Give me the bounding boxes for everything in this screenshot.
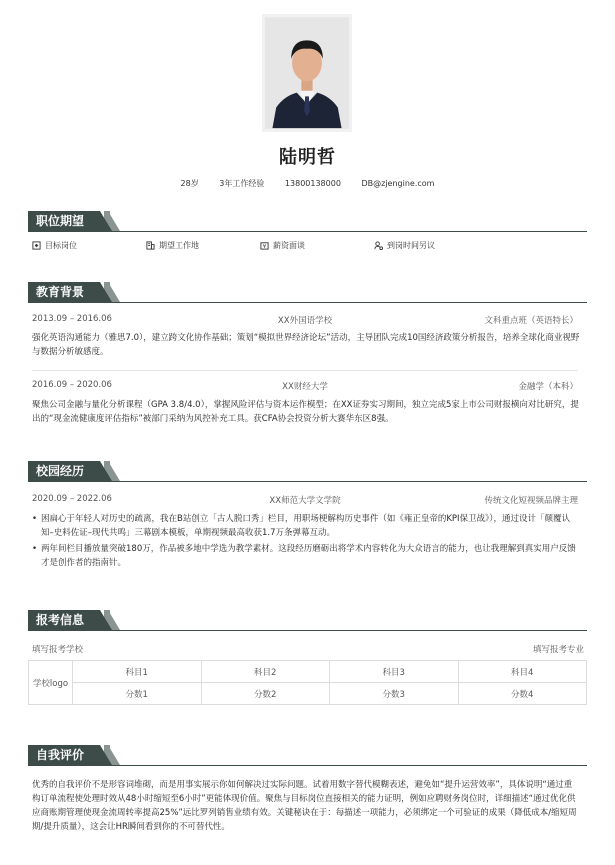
section-title: 职位期望 xyxy=(28,211,100,231)
section-self-header xyxy=(28,746,587,766)
table-row xyxy=(29,661,587,683)
intent-salary: ¥ 薪资面谈 xyxy=(260,240,305,251)
subject-cell: 科目4 xyxy=(458,661,587,683)
education-entry-2-header xyxy=(32,380,578,392)
section-title: 教育背景 xyxy=(28,282,100,302)
person-clock-icon xyxy=(374,241,383,250)
candidate-name: 陆明哲 xyxy=(279,147,336,168)
score-cell: 分数4 xyxy=(458,683,587,705)
building-icon xyxy=(146,241,155,250)
age: 28岁 xyxy=(180,179,199,188)
education-entry-2-desc: 聚焦公司金融与量化分析课程（GPA 3.8/4.0），掌握风险评估与资本运作模型；在XX证券实习期间，独立完成5家上市公司财报横向对比研究，提出的“现金流健康度评估指标”被部门采纳为风控补充工具。获CFA协会投资分析大赛华东区8强。 xyxy=(32,400,579,424)
intent-availability: 到岗时间另议 xyxy=(374,240,435,251)
phone: 13800138000 xyxy=(284,179,341,188)
subject-cell: 科目3 xyxy=(330,661,459,683)
section-exam-header xyxy=(28,611,587,631)
basic-info xyxy=(0,178,615,189)
email: DB@zjengine.com xyxy=(361,179,435,188)
score-cell: 分数2 xyxy=(201,683,330,705)
exam-score-table xyxy=(28,660,587,705)
school: XX财经大学 xyxy=(282,382,328,392)
score-cell: 分数3 xyxy=(330,683,459,705)
target-icon xyxy=(32,241,41,250)
svg-text:¥: ¥ xyxy=(262,244,267,250)
list-item: • 两年间栏目播放量突破180万，作品被多地中学选为教学素材。这段经历磨砺出将学术内容转化为大众语言的能力，也让我理解到真实用户反馈才是创作者的指南针。 xyxy=(32,542,580,570)
section-education-header xyxy=(28,283,587,303)
major: 金融学（本科） xyxy=(518,382,578,392)
organization: XX师范大学文学院 xyxy=(269,496,341,506)
exam-targets xyxy=(32,643,584,655)
experience: 3年工作经验 xyxy=(219,179,265,188)
section-title: 报考信息 xyxy=(28,610,100,630)
campus-entry-header xyxy=(32,494,578,506)
period: 2013.09 – 2016.06 xyxy=(32,314,112,324)
table-row xyxy=(29,683,587,705)
wallet-icon xyxy=(260,241,269,250)
self-evaluation: 优秀的自我评价不是形容词堆砌，而是用事实展示你如何解决过实际问题。试着用数字替代模糊表述，避免如“提升运营效率”，具体说明“通过重构订单流程使处理时效从48小时缩短至6小时”更能体现价值。聚焦与目标岗位直接相关的能力证明，例如应聘财务岗位时，详细描述“通过优化供应商账期管理使现金流周转率提高25%”远比罗列销售业绩有效。关键秘诀在于：每描述一项能力，必须绑定一个可验证的成果（降低成本/缩短周期/提升质量），这会让HR瞬间看到你的不可替代性。 xyxy=(32,780,577,832)
role: 传统文化短视频品牌主理 xyxy=(484,496,578,506)
section-title: 校园经历 xyxy=(28,461,100,481)
subject-cell: 科目2 xyxy=(201,661,330,683)
target-major: 填写报考专业 xyxy=(532,645,584,655)
school-logo: 学校logo xyxy=(29,661,73,705)
score-cell: 分数1 xyxy=(73,683,202,705)
section-title: 自我评价 xyxy=(28,745,100,765)
divider xyxy=(32,370,578,371)
period: 2020.09 – 2022.06 xyxy=(32,494,112,504)
list-item: • 困扁心于年轻人对历史的疏离，我在B站创立「古人脱口秀」栏目，用职场梗解构历史事件（如《雍正皇帝的KPI保卫战》），通过设计「颠覆认知–史料佐证–现代共鸣」三幕剧本模板，单期视频最高收获1.7万条弹幕互动。 xyxy=(32,512,580,540)
target-school: 填写报考学校 xyxy=(32,645,84,655)
period: 2016.09 – 2020.06 xyxy=(32,380,112,390)
section-intent-header xyxy=(28,212,587,232)
school: XX外国语学校 xyxy=(277,316,333,326)
subject-cell: 科目1 xyxy=(73,661,202,683)
intent-position: 目标岗位 xyxy=(32,240,77,251)
section-campus-header xyxy=(28,462,587,482)
profile-photo xyxy=(262,14,352,132)
intent-city: 期望工作地 xyxy=(146,240,199,251)
major: 文科重点班（英语特长） xyxy=(484,316,578,326)
person-portrait-icon xyxy=(265,17,349,129)
education-entry-1-desc: 强化英语沟通能力（雅思7.0），建立跨文化协作基础；策划“模拟世界经济论坛”活动，主导团队完成10国经济政策分析报告，培养全球化商业视野与数据分析敏感度。 xyxy=(32,333,580,357)
campus-bullets xyxy=(32,512,580,572)
education-entry-1-header xyxy=(32,314,578,326)
